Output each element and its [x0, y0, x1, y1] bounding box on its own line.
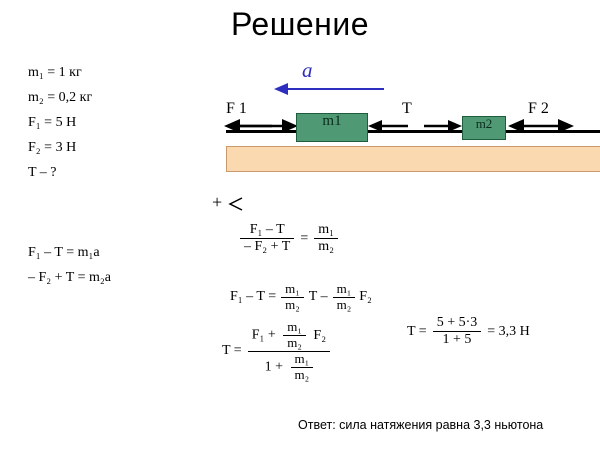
diagram-arrows [212, 58, 600, 198]
equation-solved-symbolic [222, 320, 330, 383]
given-item: F₁ = 5 Н [28, 115, 77, 130]
eq3-lhs: T = [222, 343, 242, 359]
eq2-frac2-den: m₂ [333, 297, 356, 313]
eq3-num-tail: F₂ [313, 327, 327, 343]
ratio-left-den: – F₂ + T [240, 238, 294, 255]
eq2-frac1-den: m₂ [281, 297, 304, 313]
eq3-num-frac-num: m₁ [287, 319, 302, 334]
equals-sign: = [300, 230, 309, 246]
axis-arrow-icon [226, 196, 256, 212]
ratio-right-fraction [314, 222, 338, 255]
equation-line: – F₂ + T = m₂a [28, 270, 111, 285]
eq2-fraction-2 [333, 282, 356, 313]
given-item: T – ? [28, 165, 57, 180]
eq3-denominator [248, 351, 330, 383]
equation-ratio [240, 222, 338, 255]
block-m1 [296, 113, 368, 142]
ratio-right-num: m₁ [318, 222, 335, 237]
answer-text: Ответ: сила натяжения равна 3,3 ньютона [298, 418, 544, 432]
eq3-den-first: 1 + [264, 359, 284, 375]
page-title: Решение [230, 6, 370, 42]
eq3-den-frac-num: m₁ [294, 350, 310, 366]
eq4-result: = 3,3 Н [487, 323, 530, 339]
block-m2 [462, 116, 506, 140]
acceleration-label: a [302, 58, 313, 82]
eq4-fraction [433, 315, 482, 348]
given-item: m₂ = 0,2 кг [28, 90, 93, 105]
eq4-lhs: T = [407, 323, 427, 339]
tension-label: T [402, 100, 412, 117]
plus-marker: + [212, 192, 223, 212]
equation-line: F₁ – T = m₁a [28, 245, 100, 260]
eq3-num-fraction [283, 320, 306, 351]
eq2-lhs: F₁ – T = [230, 289, 277, 305]
ratio-left-num: F₁ – T [249, 222, 285, 237]
newton-equations [28, 240, 208, 290]
eq2-mid: T – [308, 289, 328, 305]
block-m2-label: m2 [475, 116, 493, 131]
eq4-den: 1 + 5 [433, 331, 482, 348]
eq2-frac1-num: m₁ [285, 281, 300, 296]
ground-bar [226, 146, 600, 172]
equation-numeric [407, 315, 530, 348]
given-item: m₁ = 1 кг [28, 65, 82, 80]
eq4-num: 5 + 5·3 [436, 315, 478, 330]
eq2-tail: F₂ [359, 289, 372, 305]
force-f1-label: F 1 [226, 100, 247, 117]
ratio-right-den: m₂ [314, 238, 338, 255]
eq3-numerator [248, 320, 330, 351]
eq3-big-fraction [248, 320, 330, 383]
eq3-num-frac-den: m₂ [283, 335, 306, 351]
eq3-den-frac-den: m₂ [291, 367, 314, 383]
eq3-num-first: F₁ + [251, 327, 276, 343]
block-m1-label: m1 [322, 113, 342, 129]
given-item: F₂ = 3 Н [28, 140, 77, 155]
support-rod [226, 130, 600, 133]
eq3-den-fraction [291, 352, 314, 383]
force-f2-label: F 2 [528, 100, 549, 117]
equation-expanded [230, 282, 372, 313]
eq2-frac2-num: m₁ [336, 281, 352, 296]
physics-diagram [212, 58, 600, 198]
eq2-fraction-1 [281, 282, 304, 313]
givens-list [28, 60, 203, 185]
ratio-left-fraction [240, 222, 294, 255]
